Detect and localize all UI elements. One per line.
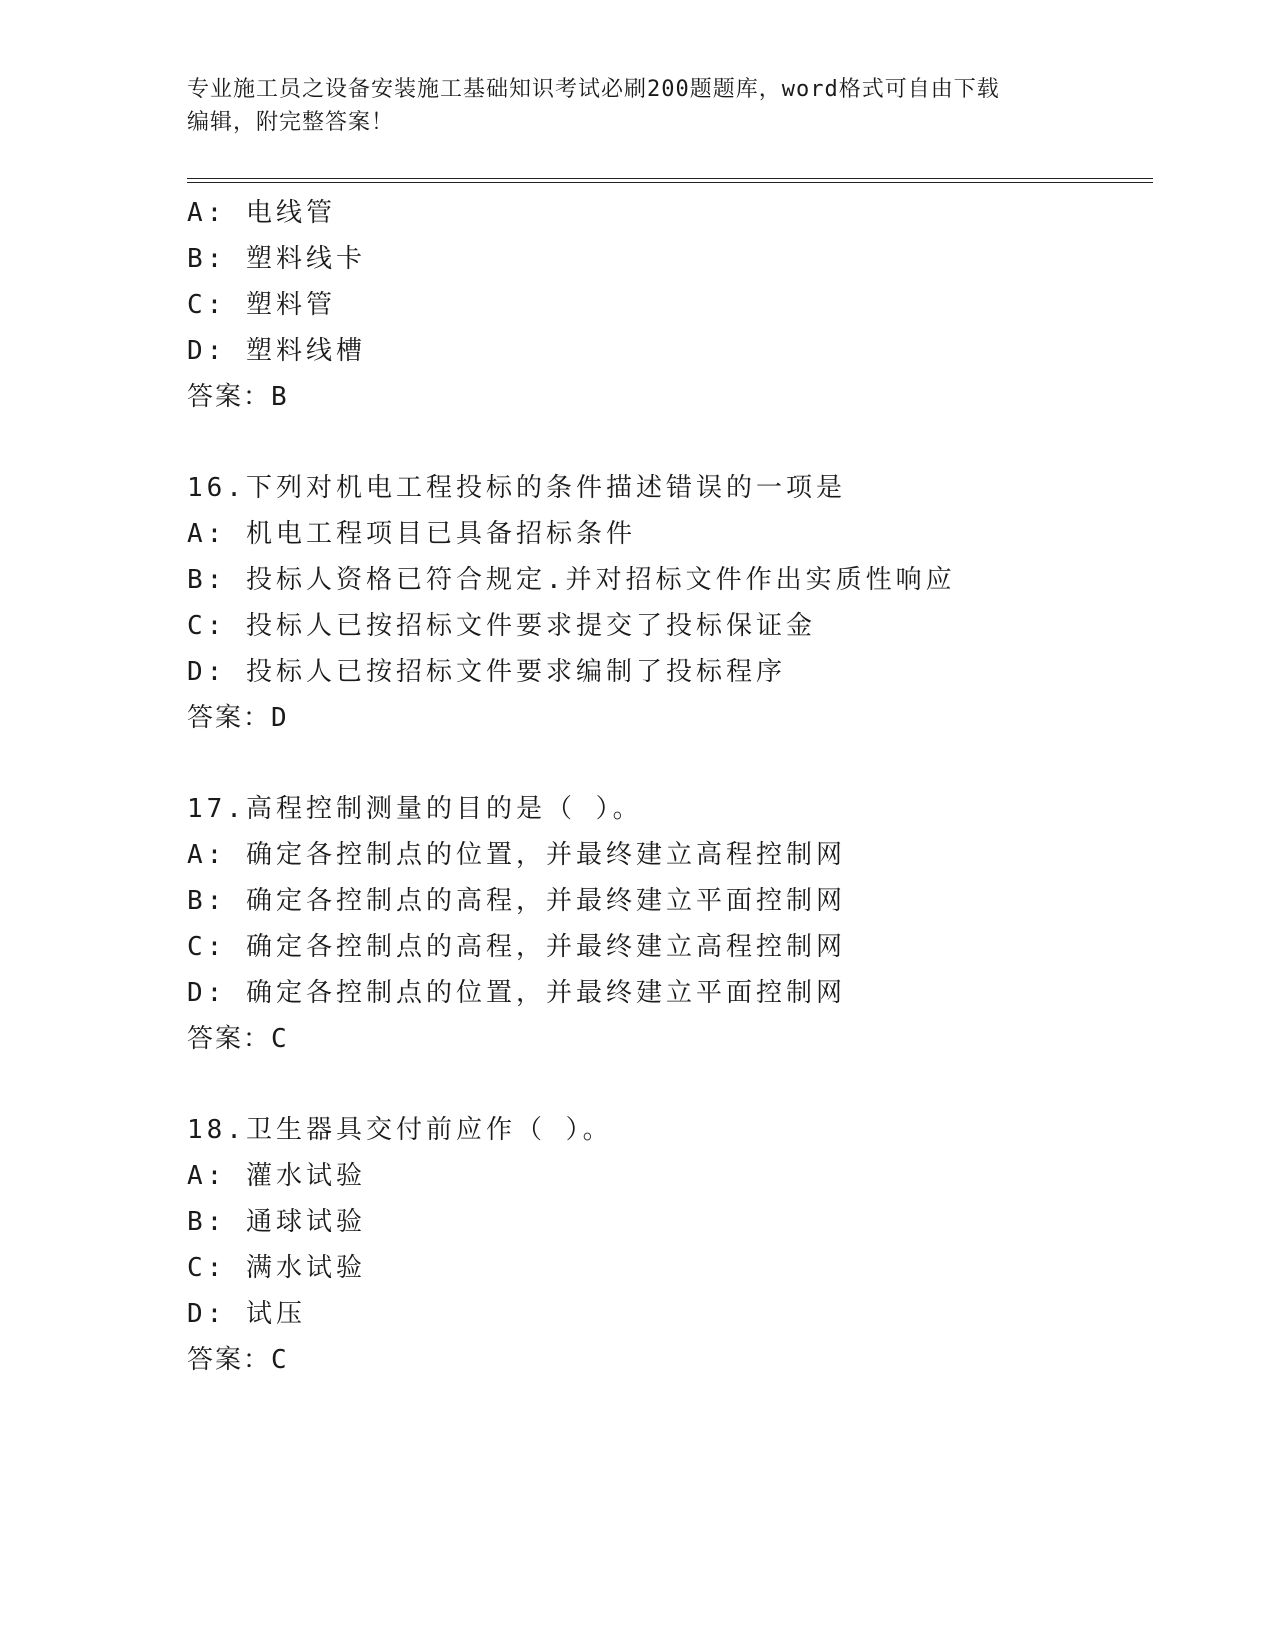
answer-line: 答案：C: [187, 1345, 289, 1375]
header-title-line1: 专业施工员之设备安装施工基础知识考试必刷200题题库，word格式可自由下载: [187, 77, 1000, 102]
answer-line: 答案：D: [187, 703, 289, 733]
option-d: D: 试压: [187, 1299, 306, 1329]
header-title-line2: 编辑，附完整答案！: [187, 110, 395, 135]
answer-line: 答案：C: [187, 1024, 289, 1054]
question-block-17: [187, 786, 1187, 1062]
document-header: [187, 73, 1067, 139]
option-a: A: 机电工程项目已具备招标条件: [187, 519, 636, 549]
question-stem: 16.下列对机电工程投标的条件描述错误的一项是: [187, 473, 846, 503]
option-d: D: 投标人已按招标文件要求编制了投标程序: [187, 657, 786, 687]
question-block-18: [187, 1107, 1187, 1383]
block-spacer: [187, 1062, 1187, 1107]
question-list: [187, 190, 1187, 1383]
option-b: B: 确定各控制点的高程，并最终建立平面控制网: [187, 886, 846, 916]
header-divider: [187, 178, 1153, 183]
question-stem: 17.高程控制测量的目的是（ ）。: [187, 794, 643, 824]
option-c: C: 塑料管: [187, 290, 336, 320]
option-b: B: 通球试验: [187, 1207, 366, 1237]
answer-line: 答案：B: [187, 382, 289, 412]
question-block-15: [187, 190, 1187, 420]
question-stem: 18.卫生器具交付前应作（ ）。: [187, 1115, 613, 1145]
block-spacer: [187, 420, 1187, 465]
question-block-16: [187, 465, 1187, 741]
block-spacer: [187, 741, 1187, 786]
option-c: C: 确定各控制点的高程，并最终建立高程控制网: [187, 932, 846, 962]
option-b: B: 投标人资格已符合规定.并对招标文件作出实质性响应: [187, 565, 956, 595]
option-d: D: 确定各控制点的位置，并最终建立平面控制网: [187, 978, 846, 1008]
option-c: C: 投标人已按招标文件要求提交了投标保证金: [187, 611, 816, 641]
option-a: A: 灌水试验: [187, 1161, 366, 1191]
option-b: B: 塑料线卡: [187, 244, 366, 274]
option-c: C: 满水试验: [187, 1253, 366, 1283]
option-a: A: 电线管: [187, 198, 336, 228]
option-a: A: 确定各控制点的位置，并最终建立高程控制网: [187, 840, 846, 870]
option-d: D: 塑料线槽: [187, 336, 366, 366]
